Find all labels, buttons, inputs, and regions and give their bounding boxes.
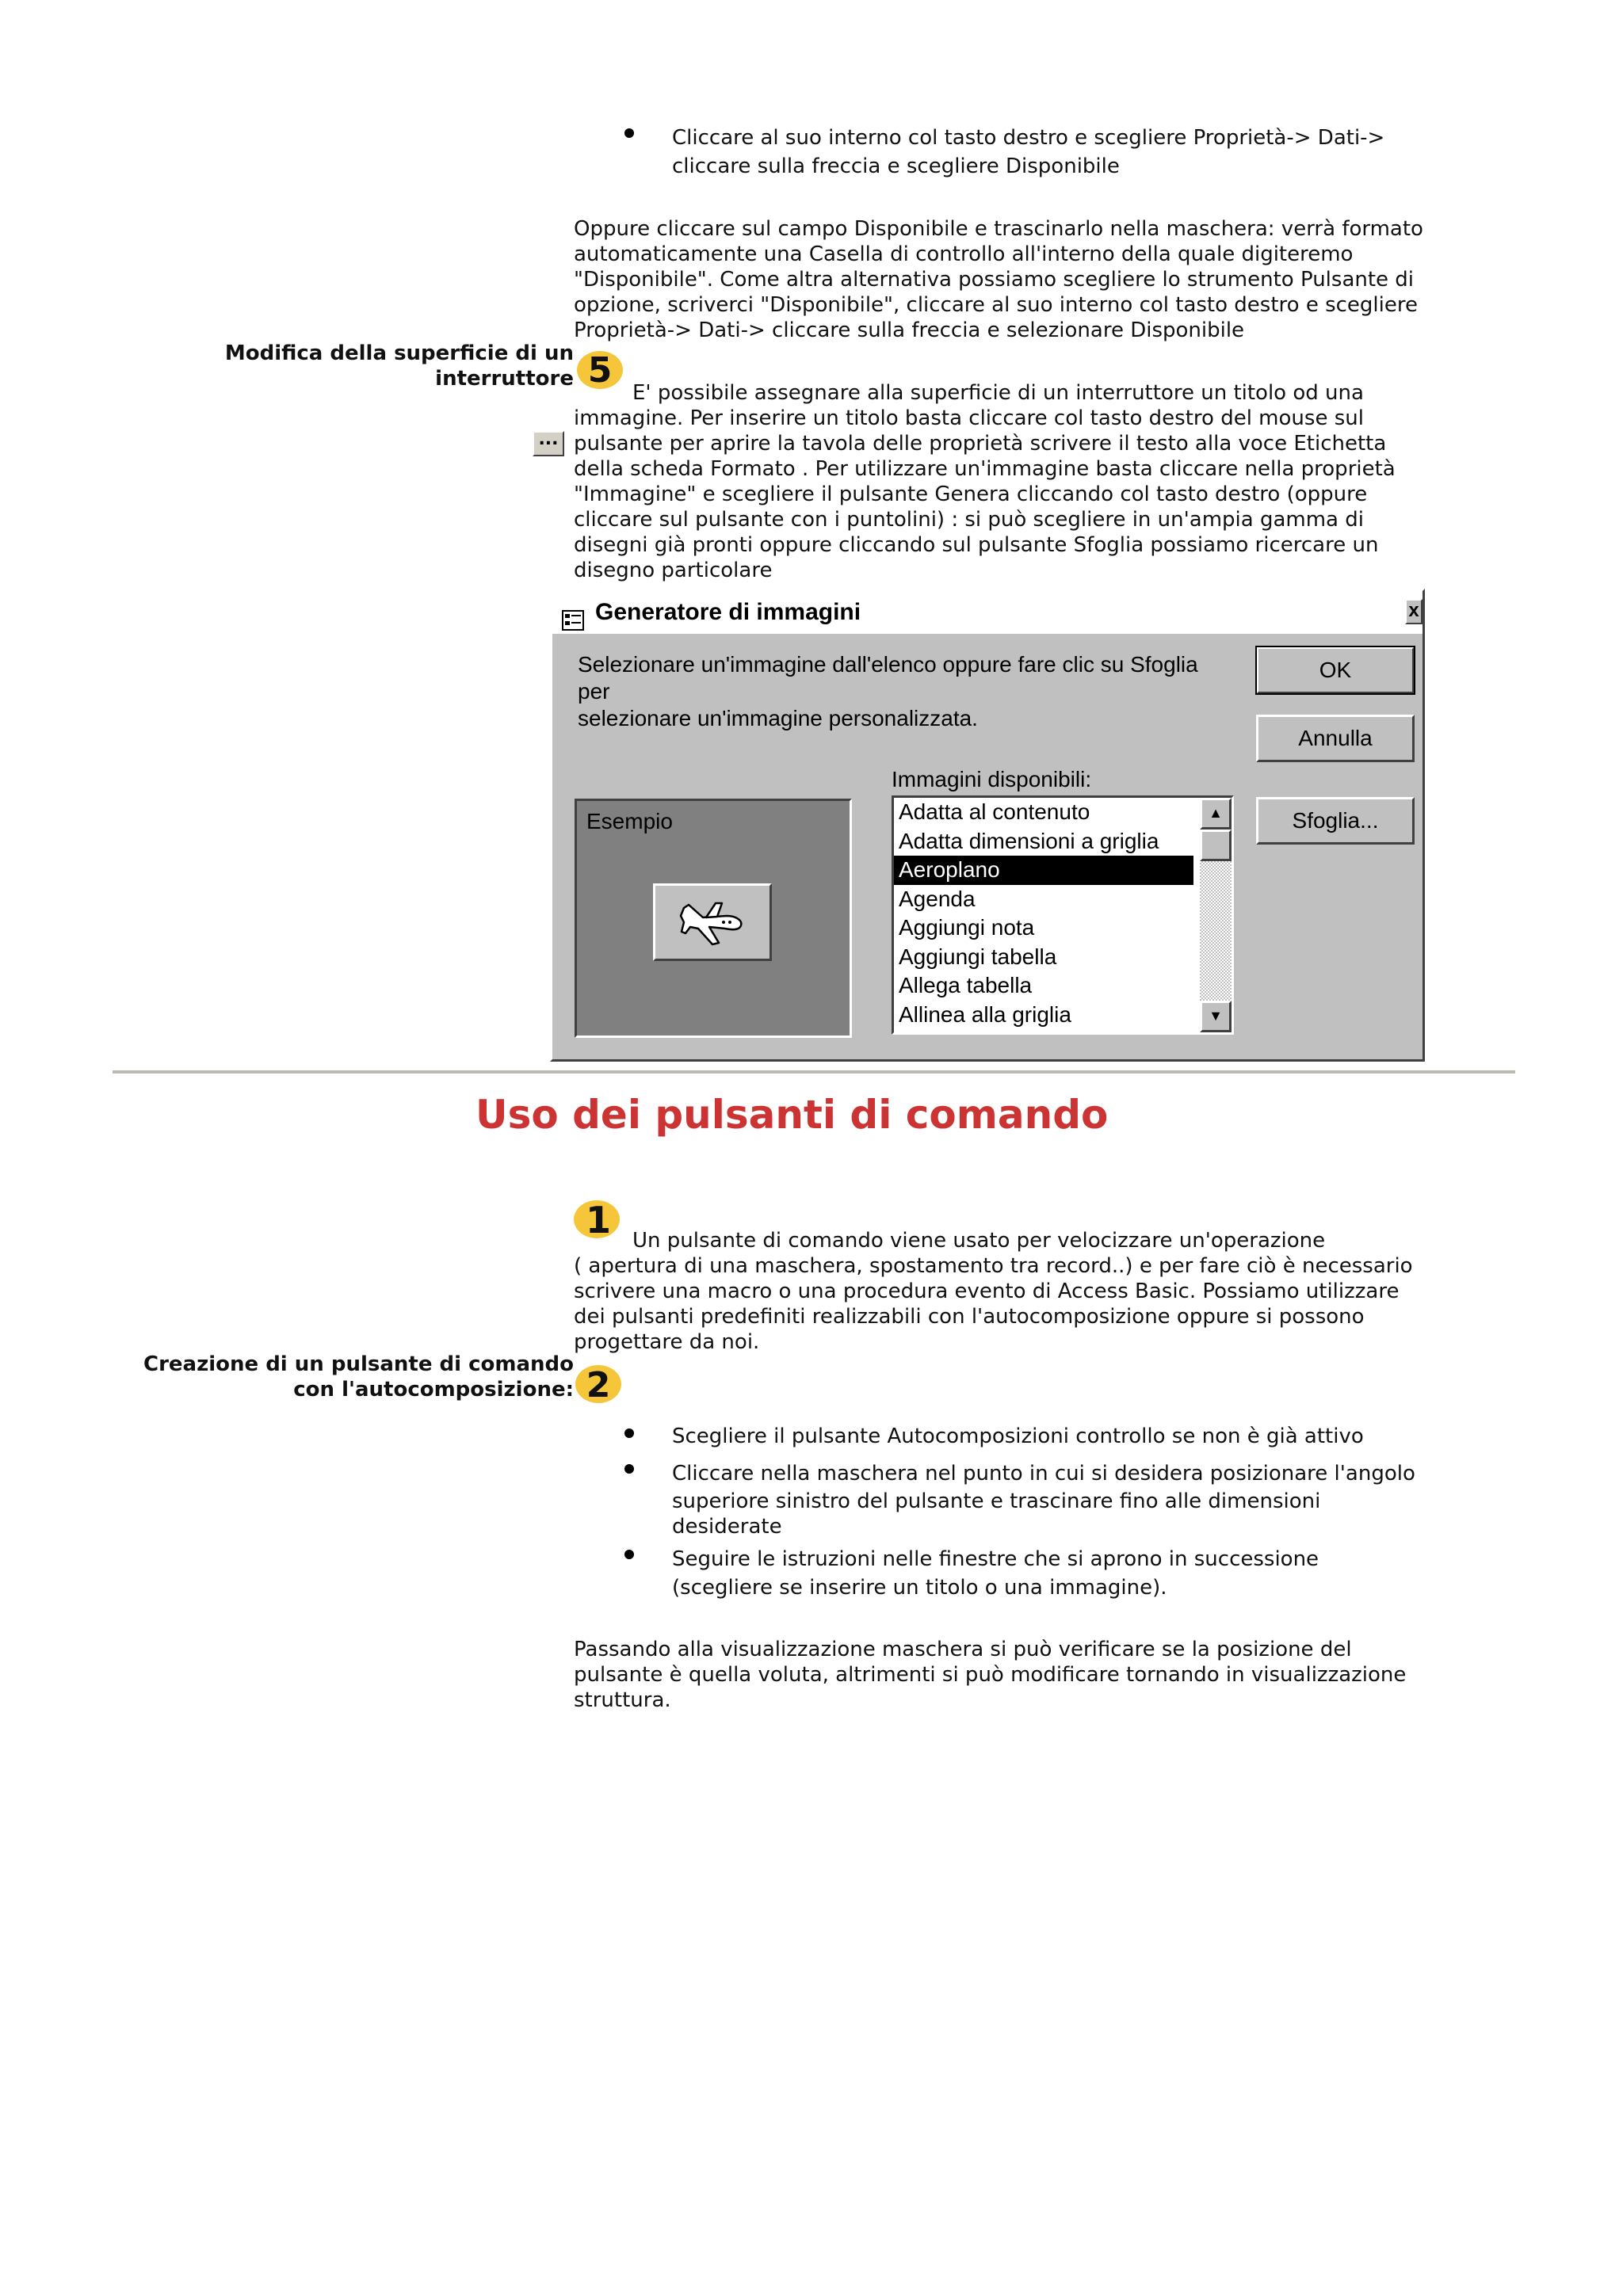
paragraph-line: pulsante è quella voluta, altrimenti si può modificare tornando in visualizzazione — [574, 1663, 1407, 1687]
paragraph-line: automaticamente una Casella di controllo all'interno della quale digiteremo — [574, 242, 1354, 266]
paragraph-line: "Disponibile". Come altra alternativa possiamo scegliere lo strumento Pulsante di — [574, 268, 1415, 292]
paragraph-line: struttura. — [574, 1688, 671, 1712]
paragraph-line: della scheda Formato . Per utilizzare un'immagine basta cliccare nella proprietà — [574, 457, 1396, 481]
paragraph-line: cliccare sul pulsante con i puntolini) : si può scegliere in un'ampia gamma di — [574, 508, 1364, 532]
paragraph-line: Oppure cliccare sul campo Disponibile e trascinarlo nella maschera: verrà formato — [574, 217, 1423, 241]
step-number: 5 — [587, 350, 613, 390]
bullet-dot — [624, 1550, 634, 1559]
scroll-down-arrow-icon[interactable]: ▼ — [1200, 1001, 1232, 1032]
side-label-modifica — [225, 341, 574, 391]
side-label-line: Modifica della superficie di un — [224, 341, 574, 365]
paragraph-line: scrivere una macro o una procedura evento di Access Basic. Possiamo utilizzare — [574, 1280, 1400, 1303]
browse-button[interactable]: Sfoglia... — [1256, 797, 1415, 845]
dialog-instruction — [578, 651, 1228, 732]
list-item[interactable]: Adatta al contenuto — [899, 799, 1090, 824]
section-heading: Uso dei pulsanti di comando — [475, 1092, 1109, 1138]
instruction-line: Selezionare un'immagine dall'elenco oppure fare clic su Sfoglia per — [578, 652, 1198, 704]
list-label: Immagini disponibili: — [892, 767, 1092, 791]
list-scrollbar[interactable] — [1200, 798, 1232, 1032]
instruction-line: selezionare un'immagine personalizzata. — [578, 706, 978, 730]
bullet-line: Cliccare al suo interno col tasto destro e scegliere Proprietà-> Dati-> — [672, 126, 1385, 150]
list-item[interactable]: Allega tabella — [899, 973, 1033, 997]
paragraph-uso — [574, 1228, 1413, 1355]
section-divider — [113, 1070, 1515, 1074]
paragraph-line: ( apertura di una maschera, spostamento tra record..) e per fare ciò è necessario — [574, 1254, 1413, 1278]
bullet-line: (scegliere se inserire un titolo o una immagine). — [672, 1576, 1167, 1600]
paragraph-closing — [574, 1637, 1406, 1713]
paragraph-line: immagine. Per inserire un titolo basta cliccare col tasto destro del mouse sul — [574, 406, 1364, 430]
bullet-dot — [624, 128, 634, 138]
bullet-line: Scegliere il pulsante Autocomposizioni controllo se non è già attivo — [672, 1425, 1364, 1448]
paragraph-oppure — [574, 216, 1423, 343]
sample-button-preview — [653, 883, 772, 961]
paragraph-line: opzione, scriverci "Disponibile", cliccare al suo interno col tasto destro e scegliere — [574, 293, 1418, 317]
paragraph-modifica — [574, 380, 1396, 583]
list-item[interactable]: Aggiungi nota — [899, 915, 1035, 940]
paragraph-line: E' possibile assegnare alla superficie di un interruttore un titolo od una — [632, 381, 1364, 405]
sample-label: Esempio — [586, 809, 673, 833]
dialog-app-icon — [562, 602, 584, 623]
paragraph-line: pulsante per aprire la tavola delle proprietà scrivere il testo alla voce Etichetta — [574, 432, 1387, 456]
dialog-close-button[interactable]: x — [1405, 599, 1423, 624]
bullet-line: desiderate — [672, 1515, 782, 1539]
scrollbar-thumb[interactable] — [1200, 830, 1232, 861]
paragraph-line: progettare da noi. — [574, 1330, 760, 1354]
bullet-line: Seguire le istruzioni nelle finestre che si aprono in successione — [672, 1547, 1319, 1571]
images-listbox[interactable] — [892, 795, 1234, 1035]
sample-preview — [575, 799, 852, 1038]
bullet-line: Cliccare nella maschera nel punto in cui si desidera posizionare l'angolo — [672, 1462, 1415, 1486]
dialog-title-bar — [552, 591, 1423, 634]
step-2-badge — [574, 1363, 623, 1404]
cancel-button[interactable]: Annulla — [1256, 715, 1415, 762]
scroll-up-arrow-icon[interactable]: ▲ — [1200, 798, 1232, 830]
image-builder-dialog — [550, 589, 1425, 1062]
paragraph-line: Passando alla visualizzazione maschera si può verificare se la posizione del — [574, 1638, 1352, 1661]
paragraph-line: Proprietà-> Dati-> cliccare sulla freccia e selezionare Disponibile — [574, 318, 1245, 342]
paragraph-line: dei pulsanti predefiniti realizzabili con l'autocomposizione oppure si possono — [574, 1305, 1365, 1329]
step-number: 1 — [585, 1199, 612, 1241]
airplane-icon — [678, 897, 747, 949]
builder-ellipsis-button[interactable]: ... — [533, 431, 564, 456]
side-label-line: con l'autocomposizione: — [293, 1378, 574, 1402]
list-item-selected[interactable]: Aeroplano — [894, 856, 1193, 885]
bullet-dot — [624, 1464, 634, 1474]
step-number: 2 — [586, 1365, 611, 1404]
bullet-text — [672, 1545, 1319, 1602]
paragraph-line: disegni già pronti oppure cliccando sul pulsante Sfoglia possiamo ricercare un — [574, 533, 1379, 557]
list-item[interactable]: Allinea alla griglia — [899, 1001, 1071, 1027]
bullet-text — [672, 1459, 1415, 1539]
list-item[interactable]: Adatta dimensioni a griglia — [899, 828, 1159, 853]
bullet-text — [672, 1424, 1364, 1449]
side-label-creazione — [143, 1352, 574, 1402]
bullet-line: cliccare sulla freccia e scegliere Disponibile — [672, 154, 1120, 178]
side-label-line: interruttore — [435, 367, 574, 391]
paragraph-line: Un pulsante di comando viene usato per velocizzare un'operazione — [632, 1229, 1326, 1253]
bullet-line: superiore sinistro del pulsante e trascinare fino alle dimensioni — [672, 1489, 1321, 1513]
bullet-text — [672, 124, 1384, 181]
list-item[interactable]: Aggiungi tabella — [899, 944, 1057, 969]
paragraph-line: "Immagine" e scegliere il pulsante Genera cliccando col tasto destro (oppure — [574, 482, 1368, 506]
list-item[interactable]: Agenda — [899, 886, 976, 911]
dialog-title: Generatore di immagini — [595, 599, 861, 625]
side-label-line: Creazione di un pulsante di comando — [143, 1352, 574, 1376]
paragraph-line: disegno particolare — [574, 559, 773, 582]
ok-button[interactable]: OK — [1256, 646, 1415, 694]
bullet-dot — [624, 1428, 634, 1438]
